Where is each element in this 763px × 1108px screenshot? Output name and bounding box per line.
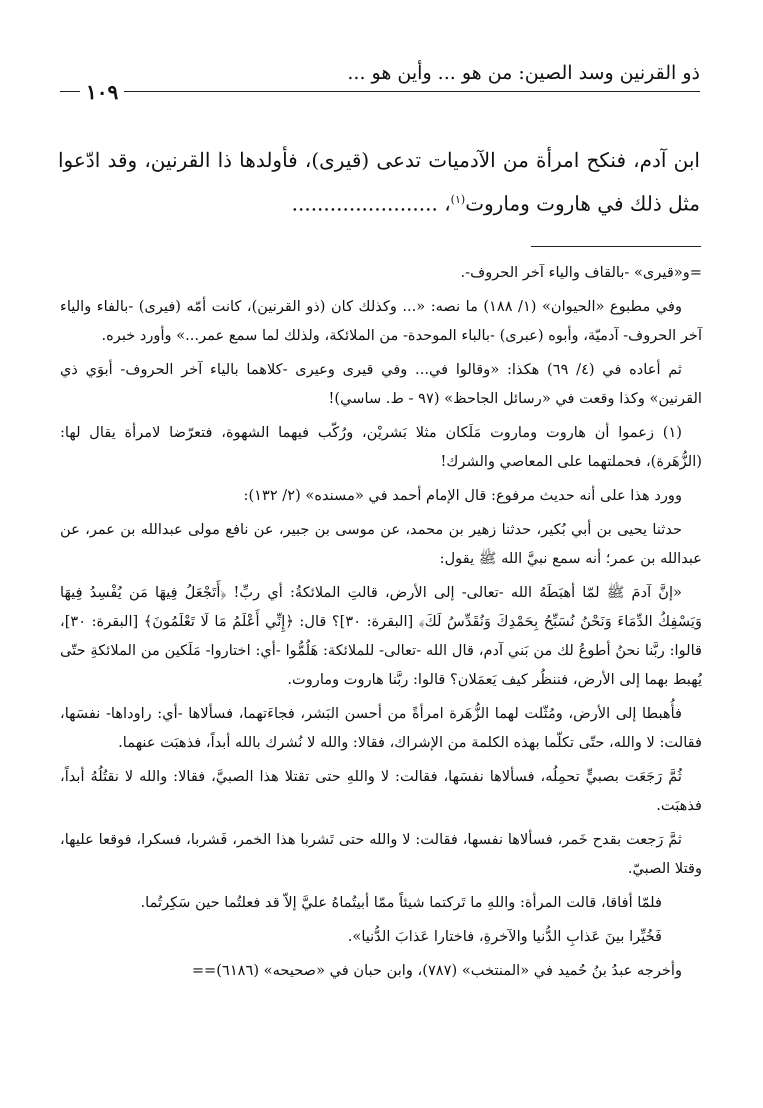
hadith-takhrij: وأخرجه عبدُ بنُ حُميد في «المنتخب» (٧٨٧)، وابن حبان في «صحيحه» (٦١٨٦)== [191,962,682,979]
footnote-paragraph: وورد هذا على أنه حديث مرفوع: قال الإمام أحمد في «مسنده» (٢/ ١٣٢): [243,487,682,504]
header-title: ذو القرنين وسد الصين: من هو ... وأين هو ... [347,62,700,84]
footnote-ref-1: (١) [450,193,466,206]
footnote-continuation: =و«قيرى» -بالقاف والياء آخر الحروف-. [460,264,702,281]
footnotes [60,258,702,990]
footnote-1: (١) زعموا أن هاروت وماروت مَلَكان مثلا بَشريْن، ورُكّب فيهما الشهوة، فتعرّضا لامرأة يقال لها: (الزُّهَرة)، فحملتهما على المعاصي والشرك! [60,424,702,470]
main-line-2-end: ، ....................... [291,191,451,216]
hadith-text: ثمَّ رَجعت بقدح خَمر، فسألاها نفسها، فقالت: لا والله حتى تَشربا هذا الخمر، فَشربا، فسكرا، فوقعا عليها، وقتلا الصبيّ. [60,831,702,877]
main-line-1: ابن آدم، فنكح امرأة من الآدميات تدعى (قيرى)، فأولدها ذا القرنين، وقد [107,148,700,172]
hadith-text: فَخُيِّرا بينَ عَذابِ الدُّنيا والآخرةِ، فاختارا عَذابَ الدُّنيا». [347,928,662,945]
hadith-text: «إنَّ آدمَ ﷺ لمّا أهبَطَهُ الله -تعالى- إلى الأرض، قالتِ الملائكةُ: أي ربِّ! ﴿أَتَجْعَلُ فِيهَا مَن يُفْسِدُ فِيهَا وَيَسْفِكُ الدِّمَاءَ وَنَحْنُ نُسَبِّحُ بِحَمْدِكَ وَنُقَدِّسُ لَكَ﴾ [البقرة: ٣٠]؟ قال: ﴿إِنِّي أَعْلَمُ مَا لَا تَعْلَمُونَ﴾ [البقرة: ٣٠]، قالوا: ربَّنا نحنُ أطوعُ لك من بَني آدم، قال الله -تعالى- للملائكة: هَلُمُّوا -أي: اختاروا- مَلَكين من الملائكةِ حتّى يُهبط بهما إلى الأرض، فننظُر كيف يَعمَلان؟ قالوا: ربَّنا هاروت وماروت. [60,584,702,688]
header-rule [60,91,700,92]
footnote-paragraph: ثم أعاده في (٤/ ٦٩) هكذا: «وقالوا في... وفي قيرى وعيرى -كلاهما بالياء آخر الحروف- أبوَي ذي القرنين» وكذا وقعت في «رسائل الجاحظ» (٩٧ - ط. ساسي)! [60,361,702,407]
page-number: ١٠٩ [86,80,119,104]
footnote-separator [531,246,701,247]
hadith-text: فلمّا أفاقا، قالت المرأة: واللهِ ما تَركتما شيئاً ممّا أبيتُماهُ عليَّ إلاّ قد فعلتُما حين سَكِرتُما. [140,894,662,911]
hadith-text: فأُهبطا إلى الأرض، ومُثّلت لهما الزُّهَرة امرأةً من أحسن البَشر، فجاءَتهما، فسألاها -أي: راوداها- نفسَها، فقالت: لا والله، حتّى تكلّما بهذه الكلمة من الإشراك، فقالا: والله لا نُشرك بالله أبداً، فذهبَت عنهما. [60,705,702,751]
running-header [60,58,700,104]
footnote-paragraph: وفي مطبوع «الحيوان» (١/ ١٨٨) ما نصه: «... وكذلك كان (ذو القرنين)، كانت أمّه (فيرى) -بالفاء والياء آخر الحروف- آدميّة، وأبوه (عبرى) -بالباء الموحدة- من الملائكة، ولذلك لما سمع عمر...» وأورد خبره. [60,298,702,344]
hadith-text: ثُمَّ رَجَعَت بصبيٍّ تحمِلُه، فسألاها نفسَها، فقالت: لا واللهِ حتى تقتلا هذا الصبيَّ، فقالا: والله لا نقتُلُهُ أبداً، فذهبَت. [60,768,702,814]
main-text [58,140,700,224]
main-line-2: ادّعوا مثل ذلك في هاروت وماروت [58,148,700,216]
page-number-group [80,80,124,104]
hadith-isnad: حدثنا يحيى بن أبي بُكير، حدثنا زهير بن محمد، عن موسى بن جبير، عن نافع مولى عبدالله بن عمر، عن عبدالله بن عمر؛ أنه سمع نبيَّ الله ﷺ يقول: [60,521,702,567]
